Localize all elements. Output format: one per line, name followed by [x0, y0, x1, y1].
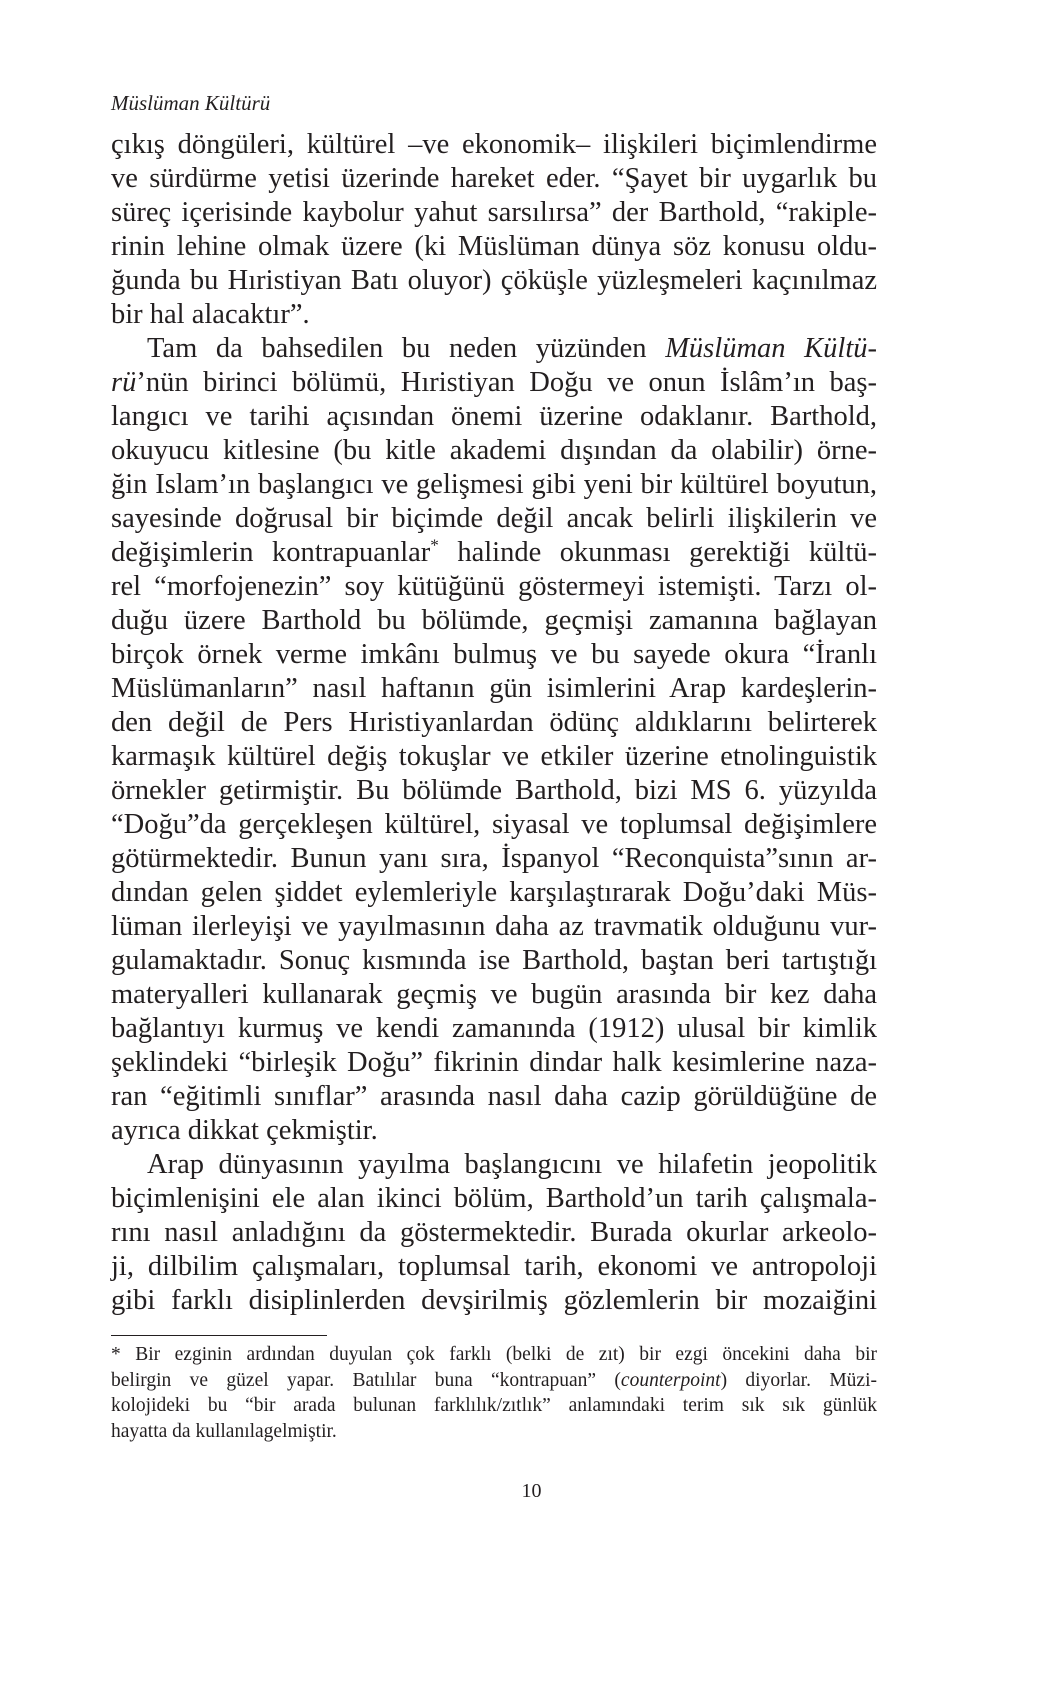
- text-line: ve sürdürme yetisi üzerinde hareket eder. “Şayet bir uygarlık bu: [111, 163, 877, 194]
- text-line: biçimlenişini ele alan ikinci bölüm, Barthold’un tarih çalışmala-: [111, 1183, 877, 1214]
- text-line: sayesinde doğrusal bir biçimde değil ancak belirli ilişkilerin ve: [111, 503, 877, 534]
- text-line: “Doğu”da gerçekleşen kültürel, siyasal ve toplumsal değişimlere: [111, 809, 877, 840]
- text-line: gibi farklı disiplinlerden devşirilmiş gözlemlerin bir mozaiğini: [111, 1285, 877, 1316]
- text-line: Arap dünyasının yayılma başlangıcını ve hilafetin jeopolitik: [147, 1149, 877, 1180]
- footnote-line: hayatta da kullanılagelmiştir.: [111, 1420, 337, 1442]
- footnote-line: kolojideki bu “bir arada bulunan farklılık/zıtlık” anlamındaki terim sık sık günlük: [111, 1395, 877, 1416]
- text-line: den değil de Pers Hıristiyanlardan ödünç aldıklarını belirterek: [111, 707, 877, 738]
- text-line: bir hal alacaktır”.: [111, 299, 310, 330]
- running-head: Müslüman Kültürü: [111, 91, 271, 115]
- paragraph-2: [111, 332, 877, 1148]
- text-line: süreç içerisinde kaybolur yahut sarsılırsa” der Barthold, “rakiple-: [111, 197, 877, 228]
- text-line: birçok örnek verme imkânı bulmuş ve bu sayede okura “İranlı: [111, 639, 877, 670]
- text-line: langıcı ve tarihi açısından önemi üzerine odaklanır. Barthold,: [111, 401, 877, 432]
- text-line: ran “eğitimli sınıflar” arasında nasıl daha cazip görüldüğüne de: [111, 1081, 877, 1112]
- page-number: 10: [521, 1480, 542, 1502]
- text-line: gulamaktadır. Sonuç kısmında ise Barthold, baştan beri tartıştığı: [111, 945, 877, 976]
- text-line: Tam da bahsedilen bu neden yüzünden Müslüman Kültü-: [147, 333, 877, 364]
- text-line: rel “morfojenezin” soy kütüğünü göstermeyi istemişti. Tarzı ol-: [111, 571, 877, 602]
- text-line: okuyucu kitlesine (bu kitle akademi dışından da olabilir) örne-: [111, 435, 877, 466]
- text-line: dından gelen şiddet eylemleriyle karşılaştırarak Doğu’daki Müs-: [111, 877, 877, 908]
- text-line: lüman ilerleyişi ve yayılmasının daha az travmatik olduğunu vur-: [111, 911, 877, 942]
- text-line: ji, dilbilim çalışmaları, toplumsal tarih, ekonomi ve antropoloji: [111, 1251, 877, 1282]
- text-line: rü’nün birinci bölümü, Hıristiyan Doğu ve onun İslâm’ın baş-: [111, 367, 877, 398]
- text-line: örnekler getirmiştir. Bu bölümde Barthold, bizi MS 6. yüzyılda: [111, 775, 877, 806]
- paragraph-3: [111, 1148, 877, 1318]
- text-line: ğin Islam’ın başlangıcı ve gelişmesi gibi yeni bir kültürel boyutun,: [111, 469, 877, 500]
- text-line: götürmektedir. Bunun yanı sıra, İspanyol “Reconquista”sının ar-: [111, 843, 877, 874]
- paragraph-1: [111, 128, 877, 332]
- text-line: karmaşık kültürel değiş tokuşlar ve etkiler üzerine etnolinguistik: [111, 741, 877, 772]
- text-line: şeklindeki “birleşik Doğu” fikrinin dindar halk kesimlerine naza-: [111, 1047, 877, 1078]
- text-line: materyalleri kullanarak geçmiş ve bugün arasında bir kez daha: [111, 979, 877, 1010]
- text-line: çıkış döngüleri, kültürel –ve ekonomik– ilişkileri biçimlendirme: [111, 129, 877, 160]
- text-line: rını nasıl anladığını da göstermektedir. Burada okurlar arkeolo-: [111, 1217, 877, 1248]
- footnote: [111, 1342, 877, 1444]
- text-line: Müslümanların” nasıl haftanın gün isimlerini Arap kardeşlerin-: [111, 673, 877, 704]
- text-line: rinin lehine olmak üzere (ki Müslüman dünya söz konusu oldu-: [111, 231, 877, 262]
- text-line: bağlantıyı kurmuş ve kendi zamanında (1912) ulusal bir kimlik: [111, 1013, 877, 1044]
- footnote-line: belirgin ve güzel yapar. Batılılar buna “kontrapuan” (counterpoint) diyorlar. Müzi-: [111, 1369, 877, 1391]
- footnote-line: * Bir ezginin ardından duyulan çok farklı (belki de zıt) bir ezgi öncekini daha bir: [111, 1344, 877, 1365]
- footnote-rule: [111, 1335, 327, 1336]
- text-line: ayrıca dikkat çekmiştir.: [111, 1115, 378, 1146]
- text-line: değişimlerin kontrapuanlar* halinde okunması gerektiği kültü-: [111, 535, 877, 568]
- main-text: [111, 128, 877, 1318]
- text-line: ğunda bu Hıristiyan Batı oluyor) çöküşle yüzleşmeleri kaçınılmaz: [111, 265, 877, 296]
- text-line: duğu üzere Barthold bu bölümde, geçmişi zamanına bağlayan: [111, 605, 877, 636]
